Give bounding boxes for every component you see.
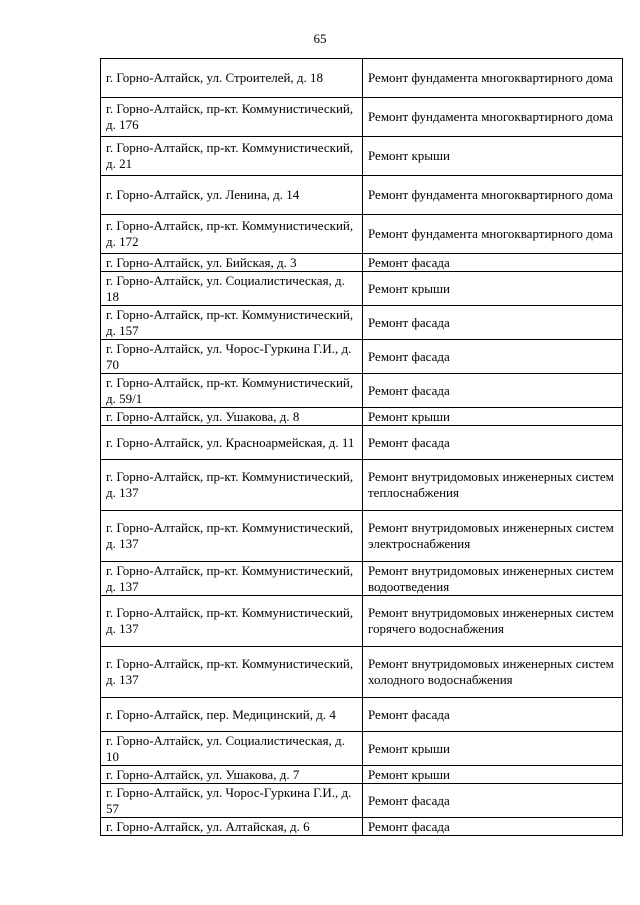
address-cell: г. Горно-Алтайск, ул. Чорос-Гуркина Г.И., д. 70 bbox=[101, 340, 363, 374]
work-type-cell: Ремонт фасада bbox=[363, 340, 623, 374]
table-row bbox=[101, 374, 623, 408]
table-row bbox=[101, 596, 623, 647]
work-type-cell: Ремонт крыши bbox=[363, 272, 623, 306]
address-cell: г. Горно-Алтайск, пр-кт. Коммунистический, д. 157 bbox=[101, 306, 363, 340]
work-type-cell: Ремонт фасада bbox=[363, 254, 623, 272]
table-row bbox=[101, 766, 623, 784]
work-type-cell: Ремонт крыши bbox=[363, 137, 623, 176]
address-cell: г. Горно-Алтайск, пр-кт. Коммунистический, д. 176 bbox=[101, 98, 363, 137]
address-cell: г. Горно-Алтайск, пр-кт. Коммунистический, д. 137 bbox=[101, 596, 363, 647]
table-row bbox=[101, 511, 623, 562]
table-row bbox=[101, 818, 623, 836]
address-cell: г. Горно-Алтайск, ул. Красноармейская, д. 11 bbox=[101, 426, 363, 460]
address-cell: г. Горно-Алтайск, пр-кт. Коммунистический, д. 137 bbox=[101, 511, 363, 562]
work-type-cell: Ремонт крыши bbox=[363, 732, 623, 766]
table-row bbox=[101, 98, 623, 137]
repair-table-body bbox=[101, 59, 623, 836]
table-row bbox=[101, 784, 623, 818]
work-type-cell: Ремонт внутридомовых инженерных систем теплоснабжения bbox=[363, 460, 623, 511]
work-type-cell: Ремонт крыши bbox=[363, 766, 623, 784]
work-type-cell: Ремонт фасада bbox=[363, 698, 623, 732]
address-cell: г. Горно-Алтайск, пр-кт. Коммунистический, д. 59/1 bbox=[101, 374, 363, 408]
table-row bbox=[101, 408, 623, 426]
table-row bbox=[101, 59, 623, 98]
table-row bbox=[101, 176, 623, 215]
table-row bbox=[101, 647, 623, 698]
table-row bbox=[101, 460, 623, 511]
address-cell: г. Горно-Алтайск, пр-кт. Коммунистический, д. 21 bbox=[101, 137, 363, 176]
work-type-cell: Ремонт фасада bbox=[363, 784, 623, 818]
address-cell: г. Горно-Алтайск, пер. Медицинский, д. 4 bbox=[101, 698, 363, 732]
work-type-cell: Ремонт фундамента многоквартирного дома bbox=[363, 59, 623, 98]
address-cell: г. Горно-Алтайск, пр-кт. Коммунистический, д. 137 bbox=[101, 647, 363, 698]
table-row bbox=[101, 340, 623, 374]
table-row bbox=[101, 698, 623, 732]
work-type-cell: Ремонт внутридомовых инженерных систем холодного водоснабжения bbox=[363, 647, 623, 698]
work-type-cell: Ремонт внутридомовых инженерных систем горячего водоснабжения bbox=[363, 596, 623, 647]
work-type-cell: Ремонт фундамента многоквартирного дома bbox=[363, 215, 623, 254]
work-type-cell: Ремонт внутридомовых инженерных систем водоотведения bbox=[363, 562, 623, 596]
address-cell: г. Горно-Алтайск, ул. Социалистическая, д. 10 bbox=[101, 732, 363, 766]
work-type-cell: Ремонт фундамента многоквартирного дома bbox=[363, 98, 623, 137]
address-cell: г. Горно-Алтайск, ул. Бийская, д. 3 bbox=[101, 254, 363, 272]
work-type-cell: Ремонт фасада bbox=[363, 374, 623, 408]
table-row bbox=[101, 732, 623, 766]
address-cell: г. Горно-Алтайск, ул. Социалистическая, д. 18 bbox=[101, 272, 363, 306]
table-row bbox=[101, 306, 623, 340]
table-row bbox=[101, 562, 623, 596]
address-cell: г. Горно-Алтайск, ул. Алтайская, д. 6 bbox=[101, 818, 363, 836]
table-row bbox=[101, 215, 623, 254]
work-type-cell: Ремонт фасада bbox=[363, 818, 623, 836]
address-cell: г. Горно-Алтайск, ул. Строителей, д. 18 bbox=[101, 59, 363, 98]
page-number: 65 bbox=[313, 31, 327, 46]
work-type-cell: Ремонт крыши bbox=[363, 408, 623, 426]
address-cell: г. Горно-Алтайск, ул. Чорос-Гуркина Г.И., д. 57 bbox=[101, 784, 363, 818]
work-type-cell: Ремонт фасада bbox=[363, 426, 623, 460]
address-cell: г. Горно-Алтайск, ул. Ленина, д. 14 bbox=[101, 176, 363, 215]
work-type-cell: Ремонт внутридомовых инженерных систем электроснабжения bbox=[363, 511, 623, 562]
work-type-cell: Ремонт фундамента многоквартирного дома bbox=[363, 176, 623, 215]
address-cell: г. Горно-Алтайск, ул. Ушакова, д. 8 bbox=[101, 408, 363, 426]
table-row bbox=[101, 254, 623, 272]
table-row bbox=[101, 426, 623, 460]
address-cell: г. Горно-Алтайск, пр-кт. Коммунистический, д. 137 bbox=[101, 460, 363, 511]
address-cell: г. Горно-Алтайск, пр-кт. Коммунистический, д. 137 bbox=[101, 562, 363, 596]
repair-table bbox=[100, 58, 623, 836]
table-row bbox=[101, 137, 623, 176]
address-cell: г. Горно-Алтайск, ул. Ушакова, д. 7 bbox=[101, 766, 363, 784]
table-row bbox=[101, 272, 623, 306]
address-cell: г. Горно-Алтайск, пр-кт. Коммунистический, д. 172 bbox=[101, 215, 363, 254]
work-type-cell: Ремонт фасада bbox=[363, 306, 623, 340]
